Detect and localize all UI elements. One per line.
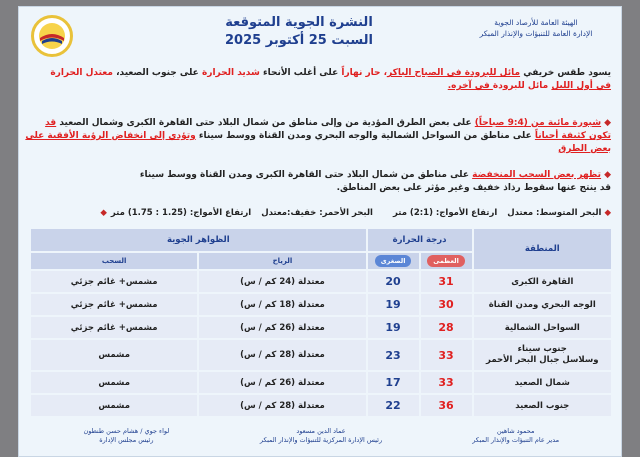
wind-cell: معتدلة (26 كم / س) bbox=[199, 372, 365, 393]
p3-part-c: قد ينتج عنها سقوط رذاذ خفيف وغير مؤثر على بعض المناطق. bbox=[336, 183, 611, 193]
forecast-paragraph-2 bbox=[21, 117, 611, 156]
p1-part-b: مائل للبرودة في الصباح الباكر bbox=[387, 68, 521, 78]
table-row bbox=[31, 317, 611, 338]
bulletin-date: السبت 25 أكتوبر 2025 bbox=[225, 33, 373, 48]
wind-cell: معتدلة (28 كم / س) bbox=[199, 395, 365, 416]
wind-cell: معتدلة (18 كم / س) bbox=[199, 294, 365, 315]
clouds-cell: مشمس+ غائم جزئي bbox=[31, 317, 197, 338]
signatures bbox=[29, 427, 613, 455]
p2-part-a: شبورة مائية من (9:4 صباحاً) bbox=[474, 118, 602, 128]
phenomena-header: الظواهر الجوية bbox=[31, 229, 366, 251]
p2-part-e: وتؤدي إلى انخفاض الرؤية الأفقية على بعض الطرق bbox=[25, 131, 611, 154]
region-cell: القاهرة الكبرى bbox=[474, 271, 611, 292]
authority-line-2: الإدارة العامة للتنبؤات والإنذار المبكر bbox=[479, 29, 593, 38]
diamond-bullet-icon: ◆ bbox=[604, 118, 611, 128]
p1-part-c: ، حار نهاراً bbox=[341, 68, 388, 78]
region-cell: شمال الصعيد bbox=[474, 372, 611, 393]
region-header: المنطقة bbox=[474, 229, 611, 269]
table-row bbox=[31, 372, 611, 393]
clouds-cell: مشمس+ غائم جزئي bbox=[31, 294, 197, 315]
red-sea-state: البحر الأحمر: خفيف:معتدل bbox=[261, 208, 373, 218]
min-temp-cell: 22 bbox=[368, 395, 419, 416]
signature-3-name: لواء جوي / هشام حسن طنطون bbox=[83, 427, 170, 435]
wind-header: الرياح bbox=[199, 253, 365, 269]
signature-2-title: رئيس الإدارة المركزية للتنبؤات والإنذار المبكر bbox=[259, 436, 383, 444]
authority-name bbox=[461, 17, 611, 39]
max-temp-cell: 30 bbox=[421, 294, 472, 315]
title-text: النشرة الجوية المتوقعة bbox=[225, 15, 373, 30]
diamond-bullet-icon: ◆ bbox=[604, 170, 611, 180]
red-sea-waves: ارتفاع الأمواج: (1.25 : 1.75) متر bbox=[110, 208, 252, 218]
forecast-paragraph-1 bbox=[21, 67, 611, 93]
signature-2-name: عماد الدين مسعود bbox=[296, 427, 346, 435]
clouds-header: السحب bbox=[31, 253, 197, 269]
signature-1 bbox=[431, 427, 601, 445]
region-cell: السواحل الشمالية bbox=[474, 317, 611, 338]
signature-3 bbox=[41, 427, 211, 445]
max-temp-cell: 28 bbox=[421, 317, 472, 338]
max-temp-cell: 33 bbox=[421, 372, 472, 393]
wind-cell: معتدلة (24 كم / س) bbox=[199, 271, 365, 292]
p1-part-d: على أغلب الأنحاء bbox=[259, 68, 342, 78]
wind-cell: معتدلة (28 كم / س) bbox=[199, 340, 365, 370]
p2-part-d: على مناطق من السواحل الشمالية والوجه البحري ومدن القناة ووسط سيناء bbox=[195, 131, 535, 141]
min-temp-cell: 19 bbox=[368, 317, 419, 338]
p1-part-i: مائل للبرودة bbox=[492, 81, 552, 91]
wind-cell: معتدلة (26 كم / س) bbox=[199, 317, 365, 338]
min-temp-cell: 17 bbox=[368, 372, 419, 393]
table-row bbox=[31, 294, 611, 315]
signature-2 bbox=[236, 427, 406, 445]
signature-1-title: مدير عام التنبؤات والإنذار المبكر bbox=[472, 436, 560, 444]
min-temp-cell: 20 bbox=[368, 271, 419, 292]
region-cell: جنوب الصعيد bbox=[474, 395, 611, 416]
region-line-2: وسلاسل جبال البحر الأحمر bbox=[486, 355, 599, 365]
authority-line-1: الهيئة العامة للأرصاد الجوية bbox=[494, 18, 578, 27]
clouds-cell: مشمس bbox=[31, 340, 197, 370]
p3-part-a: تظهر بعض السحب المنخفضة bbox=[472, 170, 602, 180]
region-line-1: جنوب سيناء bbox=[517, 344, 567, 354]
signature-3-title: رئيس مجلس الإدارة bbox=[99, 436, 154, 444]
clouds-cell: مشمس bbox=[31, 372, 197, 393]
min-temp-cell: 19 bbox=[368, 294, 419, 315]
max-temp-cell: 33 bbox=[421, 340, 472, 370]
bulletin-sheet bbox=[18, 6, 622, 457]
p3-part-b: على مناطق من شمال البلاد حتى القاهرة الكبرى ومدن القناة ووسط سيناء bbox=[139, 170, 473, 180]
p1-part-e: شديد الحرارة bbox=[201, 68, 260, 78]
med-sea-state: البحر المتوسط: معتدل bbox=[507, 208, 602, 218]
p1-part-a: يسود طقس خريفي bbox=[523, 68, 611, 78]
table-row bbox=[31, 340, 611, 370]
med-sea-waves: ارتفاع الأمواج: (2:1) متر bbox=[392, 208, 498, 218]
signature-1-name: محمود شاهين bbox=[496, 427, 535, 435]
min-temp-header bbox=[368, 253, 419, 269]
region-cell: الوجه البحري ومدن القناة bbox=[474, 294, 611, 315]
max-temp-cell: 36 bbox=[421, 395, 472, 416]
sea-state bbox=[21, 207, 611, 219]
p2-part-b: على بعض الطرق المؤدية من وإلى مناطق من شمال البلاد حتى القاهرة الكبرى وشمال الصعيد bbox=[56, 118, 475, 128]
p1-part-j: في آخره. bbox=[447, 81, 493, 91]
diamond-bullet-icon: ◆ bbox=[604, 208, 611, 218]
table-row bbox=[31, 395, 611, 416]
ema-logo-icon bbox=[31, 15, 73, 57]
min-temp-label: الصغرى bbox=[375, 255, 412, 267]
forecast-paragraph-3 bbox=[21, 169, 611, 195]
p1-part-g: معتدل الحرارة bbox=[50, 68, 113, 78]
max-temp-label: العظمى bbox=[427, 255, 465, 267]
p1-part-h: في أول الليل bbox=[551, 81, 611, 91]
bulletin-title bbox=[199, 14, 399, 50]
max-temp-cell: 31 bbox=[421, 271, 472, 292]
temperature-header: درجة الحرارة bbox=[368, 229, 472, 251]
clouds-cell: مشمس bbox=[31, 395, 197, 416]
region-cell bbox=[474, 340, 611, 370]
table-row bbox=[31, 271, 611, 292]
p1-part-f: على جنوب الصعيد، bbox=[112, 68, 202, 78]
diamond-bullet-icon: ◆ bbox=[100, 208, 107, 218]
p2-part-c: قد تكون كثيفة أحياناً bbox=[45, 118, 611, 141]
max-temp-header bbox=[421, 253, 472, 269]
clouds-cell: مشمس+ غائم جزئي bbox=[31, 271, 197, 292]
min-temp-cell: 23 bbox=[368, 340, 419, 370]
forecast-table bbox=[29, 227, 613, 418]
